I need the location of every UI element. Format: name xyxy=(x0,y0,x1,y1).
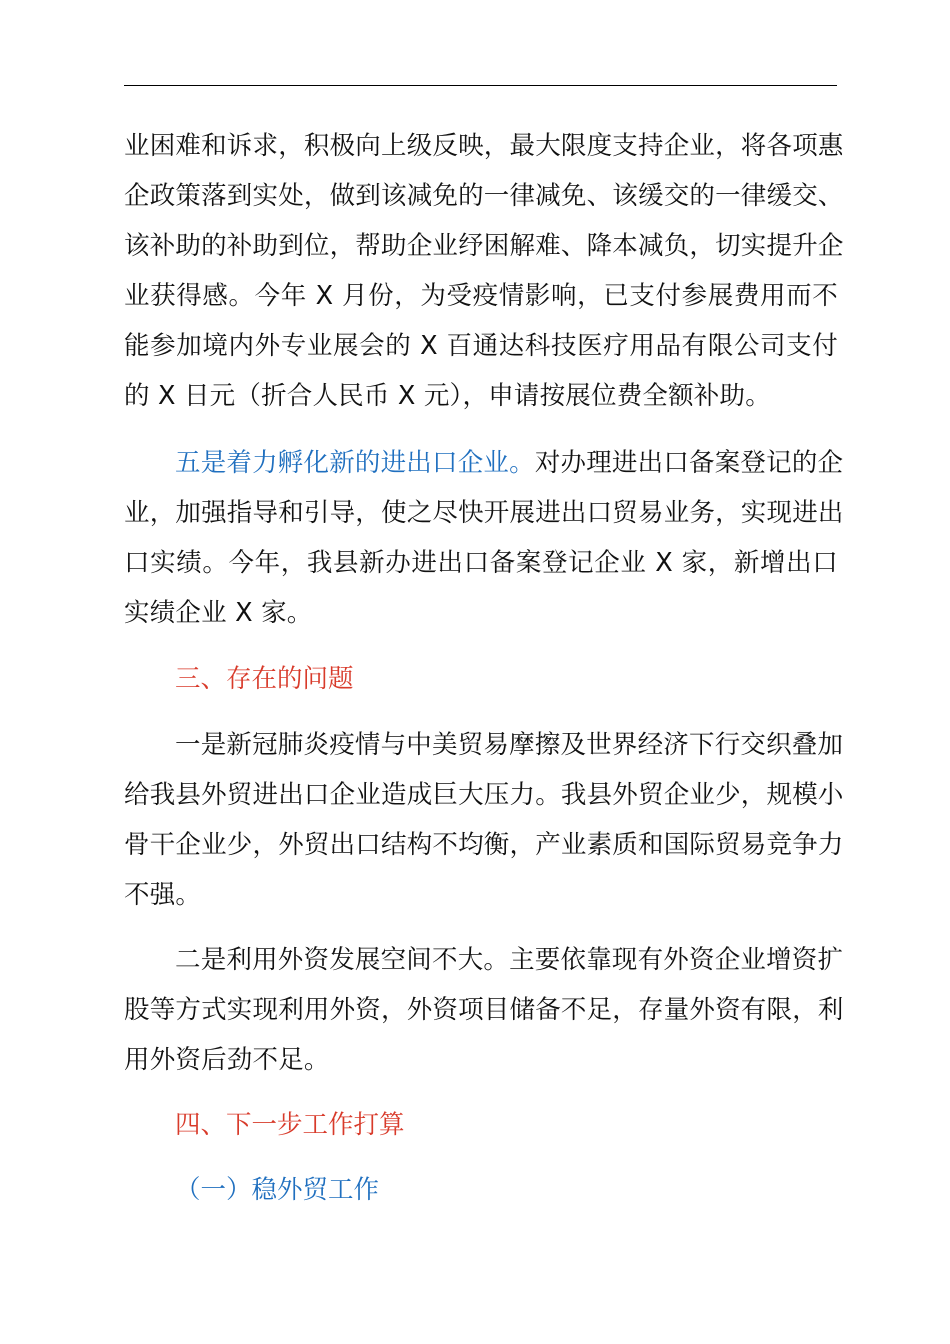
text-line: 骨干企业少，外贸出口结构不均衡，产业素质和国际贸易竞争力 xyxy=(124,830,844,860)
paragraph-support-policies xyxy=(124,121,844,421)
text-line: 给我县外贸进出口企业造成巨大压力。我县外贸企业少，规模小 xyxy=(124,780,844,810)
text-line: 业，加强指导和引导，使之尽快开展进出口贸易业务，实现进出 xyxy=(124,498,844,528)
paragraph-problem-one xyxy=(124,720,844,920)
text-line: 一是新冠肺炎疫情与中美贸易摩擦及世界经济下行交织叠加 xyxy=(175,730,844,760)
text-line: 实绩企业 X 家。 xyxy=(124,598,313,628)
text-line: 用外资后劲不足。 xyxy=(124,1045,330,1075)
subsection-heading-stabilize-trade: （一）稳外贸工作 xyxy=(175,1175,380,1205)
text-line: 的 X 日元（折合人民币 X 元），申请按展位费全额补助。 xyxy=(124,381,771,411)
paragraph-problem-two xyxy=(124,935,844,1085)
text-line: 该补助的补助到位，帮助企业纾困解难、降本减负，切实提升企 xyxy=(124,231,844,261)
paragraph-lead-rest: 对办理进出口备案登记的企 xyxy=(534,448,844,478)
section-heading-next-steps: 四、下一步工作打算 xyxy=(175,1110,405,1140)
text-line xyxy=(124,438,844,488)
paragraph-lead-highlight: 五是着力孵化新的进出口企业。 xyxy=(175,448,535,478)
text-line: 不强。 xyxy=(124,880,202,910)
text-line: 业困难和诉求，积极向上级反映，最大限度支持企业，将各项惠 xyxy=(124,131,844,161)
paragraph-new-exporters xyxy=(124,438,844,638)
text-line: 业获得感。今年 X 月份，为受疫情影响，已支付参展费用而不 xyxy=(124,281,838,311)
header-rule xyxy=(124,85,837,86)
text-line: 口实绩。今年，我县新办进出口备案登记企业 X 家，新增出口 xyxy=(124,548,838,578)
text-line: 企政策落到实处，做到该减免的一律减免、该缓交的一律缓交、 xyxy=(124,181,844,211)
text-line: 股等方式实现利用外资，外资项目储备不足，存量外资有限，利 xyxy=(124,995,844,1025)
section-heading-problems: 三、存在的问题 xyxy=(175,664,354,694)
text-line: 能参加境内外专业展会的 X 百通达科技医疗用品有限公司支付 xyxy=(124,331,838,361)
text-line: 二是利用外资发展空间不大。主要依靠现有外资企业增资扩 xyxy=(175,945,844,975)
